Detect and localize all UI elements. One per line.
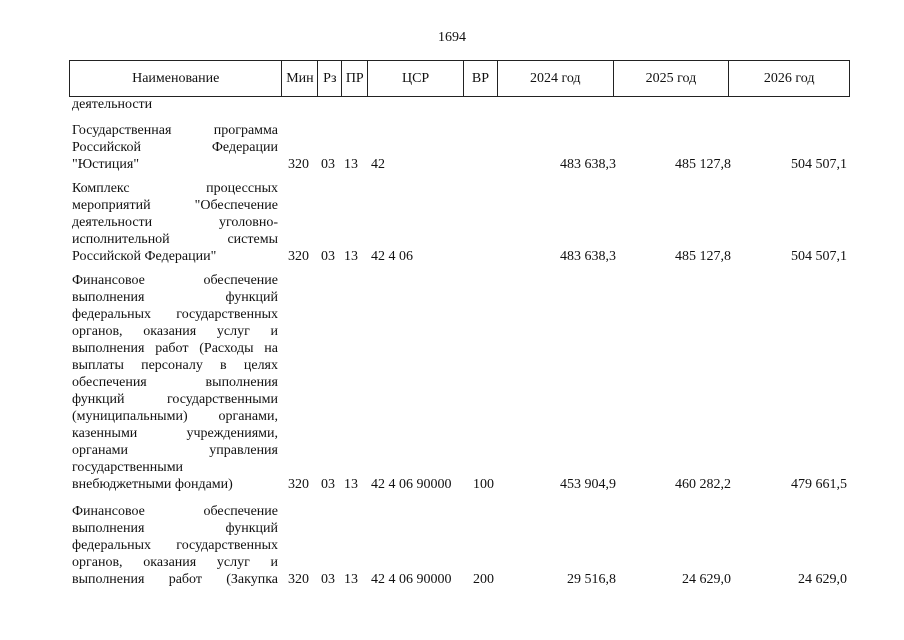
row-name-line: выполнения функций (72, 521, 278, 536)
row-name-line: исполнительной системы (72, 232, 278, 247)
row-name (72, 180, 278, 265)
row-name-line: федеральных государственных (72, 538, 278, 553)
row-name-line: Финансовое обеспечение (72, 273, 278, 288)
row-name-line: функций государственными (72, 392, 278, 407)
row-name-line: выплаты персоналу в целях (72, 358, 278, 373)
row-name-line: Комплекс процессных (72, 181, 278, 196)
cell-csr: 42 4 06 90000 (371, 477, 452, 492)
header-2026: 2026 год (763, 70, 815, 86)
cell-min: 320 (288, 572, 309, 587)
cell-y2026: 504 507,1 (791, 249, 847, 264)
cell-csr: 42 4 06 (371, 249, 413, 264)
cell-csr: 42 4 06 90000 (371, 572, 452, 587)
header-csr: ЦСР (368, 61, 464, 96)
cell-y2024: 483 638,3 (560, 249, 616, 264)
row-name-line: казенными учреждениями, (72, 426, 278, 441)
header-2024: 2024 год (498, 61, 614, 96)
cell-vr: 200 (473, 572, 494, 587)
row-name-line: Финансовое обеспечение (72, 504, 278, 519)
cell-y2026: 24 629,0 (798, 572, 847, 587)
row-name-line: деятельности уголовно- (72, 215, 278, 230)
cell-y2025: 485 127,8 (675, 249, 731, 264)
cell-y2024: 453 904,9 (560, 477, 616, 492)
continuation-text: деятельности (72, 97, 153, 112)
cell-pr: 13 (344, 477, 358, 492)
cell-rz: 03 (321, 157, 335, 172)
cell-y2024: 29 516,8 (567, 572, 616, 587)
row-name-line: выполнения работ (Расходы на (72, 341, 278, 356)
cell-rz: 03 (321, 572, 335, 587)
cell-y2025: 460 282,2 (675, 477, 731, 492)
row-name-line: органов, оказания услуг и (72, 324, 278, 339)
row-name-line: органами управления (72, 443, 278, 458)
cell-y2026: 479 661,5 (791, 477, 847, 492)
row-name-line: внебюджетными фондами) (72, 477, 233, 492)
header-2025: 2025 год (614, 61, 730, 96)
row-name-line: государственными (72, 460, 184, 475)
cell-pr: 13 (344, 157, 358, 172)
row-name-line: выполнения работ (Закупка (72, 572, 278, 587)
row-name-line: федеральных государственных (72, 307, 278, 322)
row-name-line: Российской Федерации" (72, 249, 217, 264)
header-name: Наименование (70, 61, 282, 96)
table-header (69, 60, 850, 97)
row-name-line: Российской Федерации (72, 140, 278, 155)
header-pr: ПР (342, 61, 368, 96)
row-name (72, 272, 278, 493)
row-name (72, 503, 278, 588)
row-name-line: Государственная программа (72, 123, 278, 138)
cell-csr: 42 (371, 157, 385, 172)
row-name (72, 122, 278, 173)
row-name-line: (муниципальными) органами, (72, 409, 278, 424)
cell-y2024: 483 638,3 (560, 157, 616, 172)
cell-rz: 03 (321, 249, 335, 264)
row-name-line: "Юстиция" (72, 157, 140, 172)
row-name-line: органов, оказания услуг и (72, 555, 278, 570)
cell-min: 320 (288, 249, 309, 264)
cell-y2025: 485 127,8 (675, 157, 731, 172)
row-name-line: обеспечения выполнения (72, 375, 278, 390)
page-number: 1694 (438, 30, 466, 45)
cell-pr: 13 (344, 572, 358, 587)
row-name-line: выполнения функций (72, 290, 278, 305)
cell-pr: 13 (344, 249, 358, 264)
cell-rz: 03 (321, 477, 335, 492)
cell-y2025: 24 629,0 (682, 572, 731, 587)
cell-y2026: 504 507,1 (791, 157, 847, 172)
cell-min: 320 (288, 477, 309, 492)
cell-min: 320 (288, 157, 309, 172)
header-vr: ВР (464, 61, 498, 96)
header-min: Мин (282, 61, 318, 96)
cell-vr: 100 (473, 477, 494, 492)
header-rz: Рз (318, 61, 342, 96)
row-name-line: мероприятий "Обеспечение (72, 198, 278, 213)
